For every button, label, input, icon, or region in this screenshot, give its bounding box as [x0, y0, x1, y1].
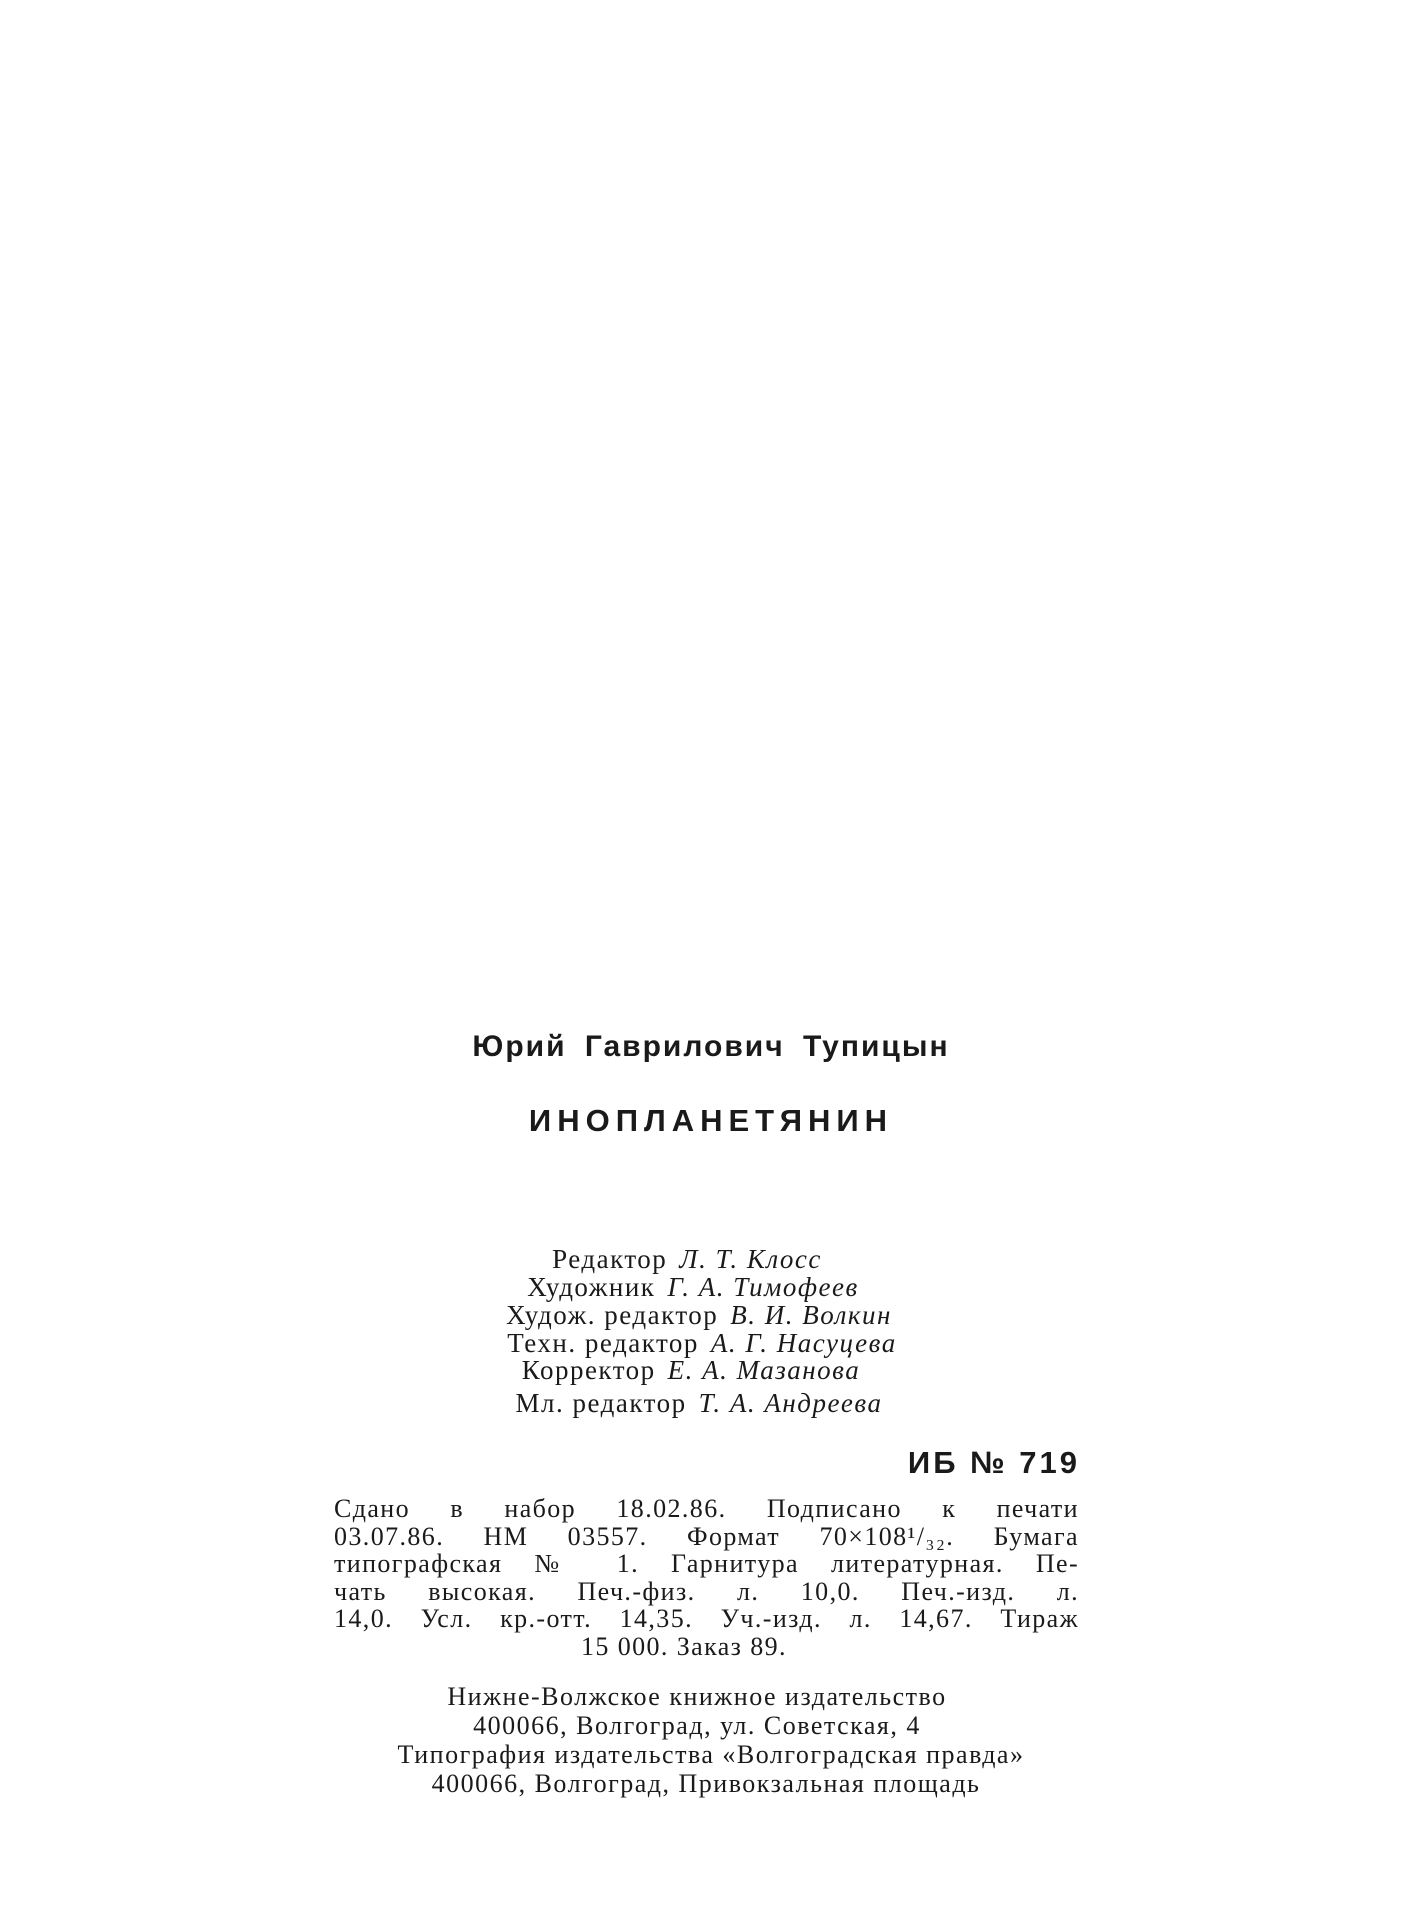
credit-art-editor: [0, 1300, 1410, 1331]
credit-role: Худож. редактор: [506, 1300, 719, 1330]
credit-name: Л. Т. Клосс: [679, 1244, 822, 1274]
printing-house-name: Типография издательства «Волгоградская правда»: [397, 1740, 1025, 1769]
credit-name: Е. А. Мазанова: [667, 1355, 861, 1385]
author-name: Юрий Гаврилович Тупицын: [472, 1030, 950, 1063]
imprint-line: 15 000. Заказ 89.: [581, 1631, 787, 1661]
credit-artist: [0, 1272, 1404, 1303]
credit-role: Корректор: [521, 1355, 656, 1385]
credit-name: В. И. Волкин: [730, 1300, 892, 1330]
credit-editor: [0, 1244, 1398, 1275]
credit-role: Техн. редактор: [507, 1328, 699, 1358]
imprint-line: Сдано в набор 18.02.86. Подписано к печати: [334, 1494, 1079, 1523]
imprint-line: 14,0. Усл. кр.-отт. 14,35. Уч.-изд. л. 14,67. Тираж: [334, 1604, 1079, 1633]
imprint-line: чать высокая. Печ.-физ. л. 10,0. Печ.-изд. л.: [334, 1576, 1079, 1606]
imprint-line: 03.07.86. НМ 03557. Формат 70×108¹/₃₂. Бумага: [334, 1521, 1079, 1551]
credit-junior-editor: [0, 1388, 1410, 1419]
ib-number: ИБ № 719: [907, 1445, 1080, 1480]
publisher-address: 400066, Волгоград, ул. Советская, 4: [473, 1711, 921, 1740]
imprint-line: типографская № 1. Гарнитура литературная. Пе-: [334, 1549, 1079, 1578]
credit-name: Г. А. Тимофеев: [667, 1272, 859, 1302]
credit-name: Т. А. Андреева: [698, 1388, 883, 1418]
publisher-name: Нижне-Волжское книжное издательство: [447, 1682, 947, 1711]
credit-role: Редактор: [552, 1244, 668, 1274]
credit-role: Художник: [527, 1272, 656, 1302]
printing-house-address: 400066, Волгоград, Привокзальная площадь: [431, 1769, 981, 1798]
credit-proofreader: [0, 1355, 1402, 1386]
credit-role: Мл. редактор: [515, 1388, 687, 1418]
book-title: ИНОПЛАНЕТЯНИН: [528, 1103, 894, 1138]
imprint-block: [334, 1495, 1079, 1660]
credit-name: А. Г. Насуцева: [710, 1328, 897, 1358]
